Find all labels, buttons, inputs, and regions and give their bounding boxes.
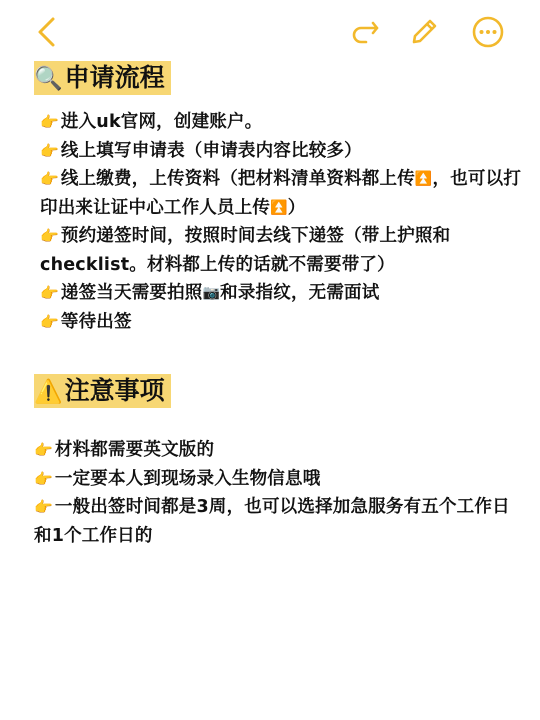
list-item xyxy=(40,165,530,222)
list-item-text: ） xyxy=(287,197,306,218)
list-item xyxy=(40,279,530,308)
section-title-notes xyxy=(34,374,171,408)
list-item-text: 递签当天需要拍照 xyxy=(60,283,203,303)
pointing-hand-icon: 👉 xyxy=(40,113,59,131)
list-item xyxy=(34,493,524,550)
list-item xyxy=(40,108,530,137)
section-title-text: 申请流程 xyxy=(64,63,165,92)
pointing-hand-icon: 👉 xyxy=(34,441,53,459)
list-item-text: 和录指纹，无需面试 xyxy=(220,283,380,303)
list-item-text: 等待出签 xyxy=(60,311,132,332)
pointing-hand-icon: 👉 xyxy=(34,469,53,488)
section-title-text: 注意事项 xyxy=(64,376,165,405)
process-list xyxy=(40,108,530,336)
chevron-left-icon[interactable] xyxy=(30,14,66,50)
more-dots-icon[interactable] xyxy=(470,14,506,50)
pointing-hand-icon: 👉 xyxy=(40,284,59,302)
top-toolbar xyxy=(0,0,540,64)
pointing-hand-icon: 👉 xyxy=(40,227,59,245)
warning-icon: ⚠️ xyxy=(34,379,63,405)
list-item-text: 一定要本人到现场录入生物信息哦 xyxy=(54,468,321,489)
list-item-text: 材料都需要英文版的 xyxy=(54,440,215,460)
magnifier-icon: 🔍 xyxy=(34,66,63,92)
pointing-hand-icon: 👉 xyxy=(40,312,59,331)
pointing-hand-icon: 👉 xyxy=(40,170,59,188)
list-item-text: 进入uk官网，创建账户。 xyxy=(60,112,263,132)
redo-arrow-icon[interactable] xyxy=(346,14,382,50)
list-item-text: 线上缴费，上传资料（把材料清单资料都上传 xyxy=(60,169,415,189)
pointing-hand-icon: 👉 xyxy=(34,498,53,516)
pencil-icon[interactable] xyxy=(406,14,442,50)
list-item-text: 一般出签时间都是3周，也可以选择加急服务有五个工作日和1个工作日的 xyxy=(34,497,510,546)
list-item-text: 线上填写申请表（申请表内容比较多） xyxy=(60,140,362,161)
upload-arrow-icon: ⏫ xyxy=(414,171,433,187)
list-item xyxy=(40,308,530,337)
notes-list xyxy=(34,436,524,550)
list-item xyxy=(34,465,524,494)
list-item xyxy=(34,436,524,465)
list-item xyxy=(40,137,530,166)
section-title-process xyxy=(34,61,171,95)
list-item-text: 预约递签时间，按照时间去线下递签（带上护照和checklist。材料都上传的话就不需要带了） xyxy=(40,226,451,275)
camera-icon: 📷 xyxy=(202,285,221,301)
upload-arrow-icon: ⏫ xyxy=(270,199,288,216)
pointing-hand-icon: 👉 xyxy=(40,141,59,160)
list-item xyxy=(40,222,530,279)
list-item-text: ，也可以打印出来让证中心工作人员上传 xyxy=(40,169,522,218)
